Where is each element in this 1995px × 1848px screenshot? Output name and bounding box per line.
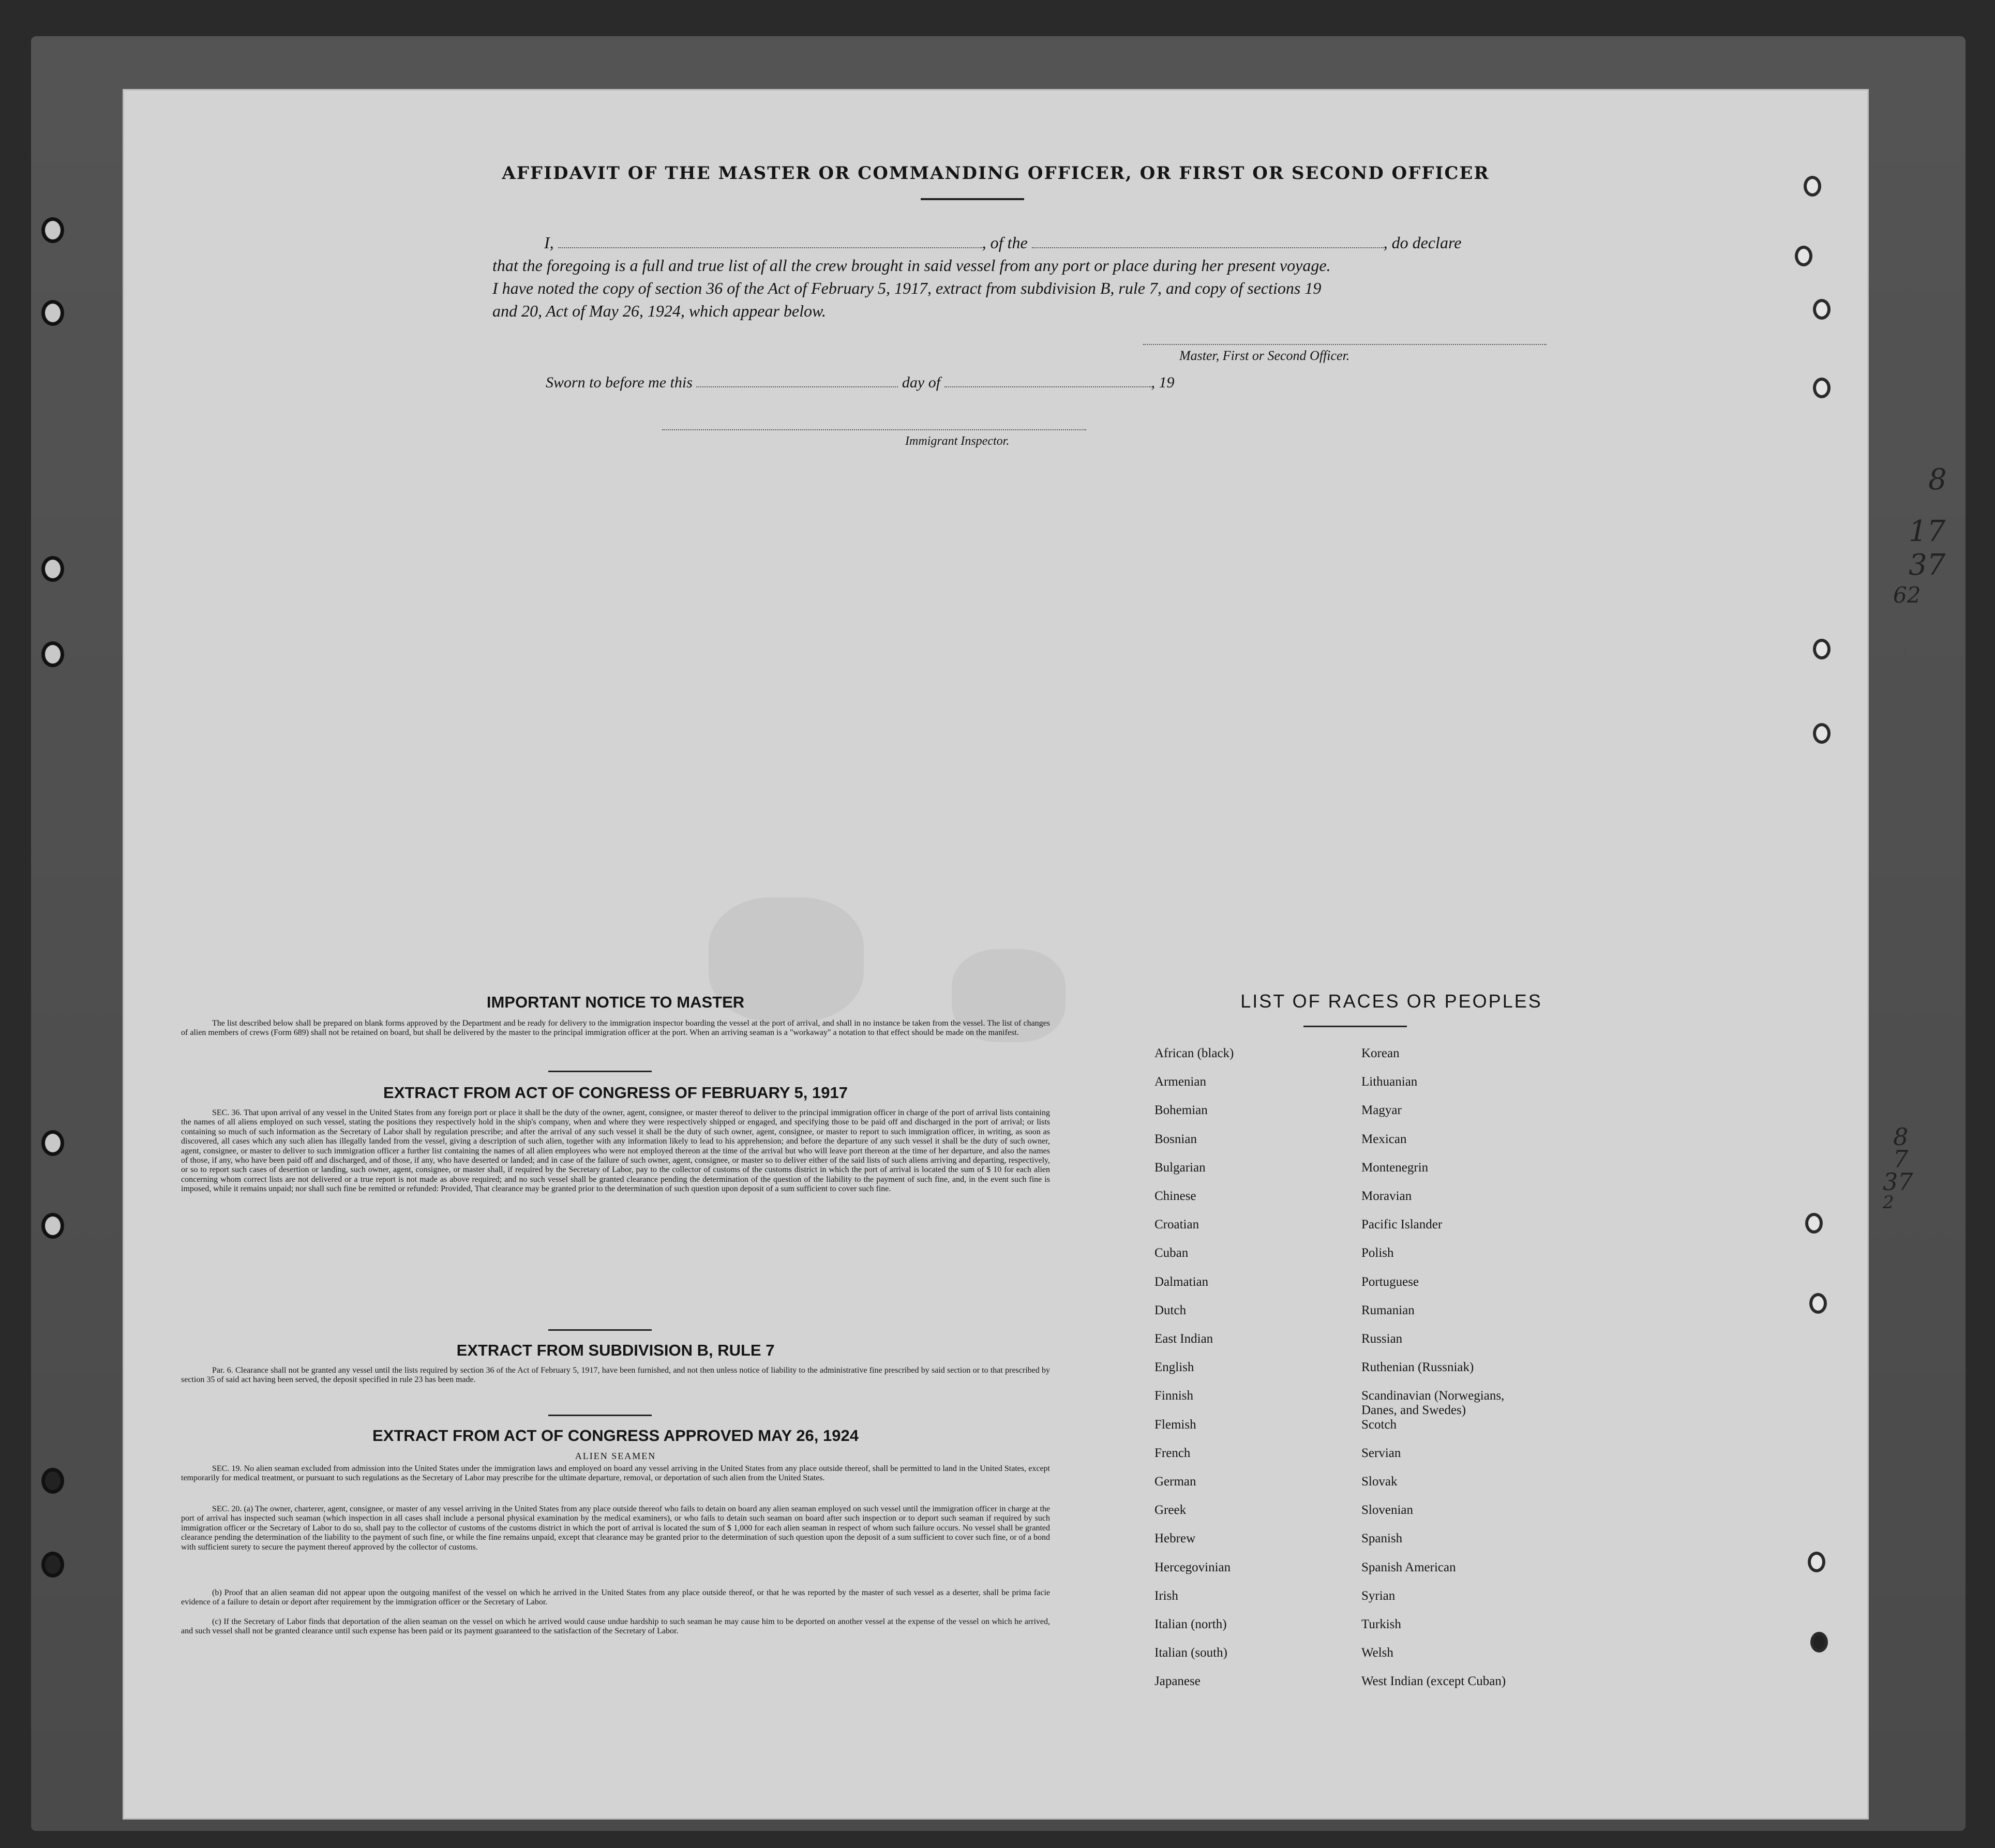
race-item: Magyar	[1361, 1103, 1402, 1118]
officer-name-field[interactable]	[558, 235, 982, 248]
sworn-line: Sworn to before me this day of , 19	[546, 374, 1175, 391]
race-item: Bohemian	[1154, 1103, 1208, 1118]
affidavit-text: I, , of the , do declare that the foregoing is a full and true list of all the crew brought in said vessel from any port or place during her present voyage. I have noted the copy of section 36 of the Act of February 5, 1917, extract from subdivision B, rule 7, and copy of sections 19 and 20, Act of May 26, 1924, which appear below.	[492, 231, 1454, 322]
race-item: English	[1154, 1360, 1194, 1375]
binder-hole-icon	[41, 1130, 64, 1156]
races-divider	[1303, 1026, 1407, 1027]
race-item: Syrian	[1361, 1588, 1396, 1603]
handwritten-number: 62	[1893, 582, 1921, 608]
race-item: Portuguese	[1361, 1274, 1419, 1289]
affidavit-line-3: I have noted the copy of section 36 of the Act of February 5, 1917, extract from subdivision B, rule 7, and copy of sections 19	[492, 279, 1322, 297]
race-item: Dutch	[1154, 1303, 1187, 1317]
extract-1924-sec20c: (c) If the Secretary of Labor finds that deportation of the alien seaman on the vessel on which he arrived would cause undue hardship to such seaman he may cause him to be deported on another vessel at the expense of the vessel on which he arrived, and such vessel shall not be granted clearance until such expense has been paid or its payment guaranteed to the satisfaction of the Secretary of Labor.	[181, 1617, 1050, 1636]
race-item: Welsh	[1361, 1646, 1393, 1660]
race-item: Greek	[1154, 1503, 1187, 1518]
race-item: Finnish	[1154, 1389, 1194, 1403]
binder-hole-icon	[1795, 246, 1812, 266]
binder-hole-icon	[41, 217, 64, 243]
handwritten-number: 2	[1883, 1192, 1894, 1213]
race-item: Bosnian	[1154, 1132, 1197, 1146]
rule7-title: EXTRACT FROM SUBDIVISION B, RULE 7	[456, 1341, 775, 1359]
binder-hole-icon	[41, 556, 64, 582]
race-item: Korean	[1361, 1046, 1400, 1060]
race-item: Slovak	[1361, 1475, 1398, 1489]
extract-1917-body: SEC. 36. That upon arrival of any vessel in the United States from any foreign port or place it shall be the duty of the owner, agent, consignee, or master thereof to deliver to the principal immigration officer in charge of the port of arrival lists containing the names of all aliens employed on such vessel, stating the positions they respectively hold in the ship's company, when and where they were respectively shipped or engaged, and specifying those to be paid off and discharged in the port of arrival; or lists containing so much of such information as the Secretary of Labor shall by regulation prescribe; and after the arrival of any such vessel it shall be the duty of such owner, agent, consignee, or master to report to such immigration officer, in writing, as soon as discovered, all cases which any such alien has illegally landed from the vessel, giving a description of such alien, together with any information likely to lead to his apprehension; and before the departure of any such vessel it shall be the duty of such owner, agent, consignee, or master to deliver to such immigration officer a further list containing the names of all alien employees who were not employed thereon at the time of the arrival but who will leave port thereon at the time of her departure, and also the names of those, if any, who have been paid off and discharged, and of those, if any, who have deserted or landed; and in case of the failure of such owner, agent, consignee, or master so to deliver either of the said lists of such aliens arriving and departing, respectively, or so to report such cases of desertion or landing, such owner, agent, consignee, or master shall, if required by the Secretary of Labor, pay to the collector of customs of the customs district in which the port of arrival is located the sum of $ 10 for each alien concerning whom correct lists are not delivered or a true report is not made as above required; and no such vessel shall be granted clearance pending the determination of the question of the liability to the payment of such fine, and, in the event such fine is imposed, while it remains unpaid; nor shall such fine be remitted or refunded: Provided, That clearance may be granted prior to the determination of such question upon deposit of a sum sufficient to cover such fine.	[181, 1108, 1050, 1194]
race-item: Turkish	[1361, 1617, 1401, 1631]
binder-hole-icon	[41, 1468, 64, 1494]
race-item: Flemish	[1154, 1417, 1196, 1432]
binder-hole-icon	[1805, 1213, 1823, 1234]
affidavit-line-4: and 20, Act of May 26, 1924, which appear below.	[492, 302, 826, 320]
race-item: Lithuanian	[1361, 1075, 1418, 1089]
affidavit-title: AFFIDAVIT OF THE MASTER OR COMMANDING OFFICER, OR FIRST OR SECOND OFFICER	[502, 163, 1490, 184]
extract-1924-sec20b: (b) Proof that an alien seaman did not appear upon the outgoing manifest of the vessel on which he arrived in the United States from any place outside thereof, or that he was reported by the master of such vessel as a deserter, shall be prima facie evidence of a failure to detain or deport after requirement by the immigration officer or the Secretary of Labor.	[181, 1588, 1050, 1607]
race-item: Croatian	[1154, 1218, 1199, 1232]
race-item: African (black)	[1154, 1046, 1234, 1060]
race-item: Irish	[1154, 1588, 1178, 1603]
binder-hole-icon	[41, 641, 64, 667]
race-item: Spanish	[1361, 1531, 1403, 1546]
race-item: Ruthenian (Russniak)	[1361, 1360, 1474, 1375]
affidavit-line-2: that the foregoing is a full and true list of all the crew brought in said vessel from any port or place during her present voyage.	[492, 256, 1331, 275]
sworn-date-field[interactable]	[696, 374, 898, 387]
notice-title: IMPORTANT NOTICE TO MASTER	[486, 993, 745, 1011]
rule7-divider	[548, 1415, 652, 1416]
binder-hole-icon	[1813, 378, 1831, 398]
extract-1917-title: EXTRACT FROM ACT OF CONGRESS OF FEBRUARY 5, 1917	[383, 1084, 848, 1102]
race-item: West Indian (except Cuban)	[1361, 1674, 1506, 1689]
handwritten-number: 8	[1893, 1123, 1909, 1151]
binder-hole-icon	[41, 300, 64, 326]
extract-1924-subtitle: ALIEN SEAMEN	[575, 1451, 656, 1461]
handwritten-number: 8	[1928, 463, 1947, 497]
race-item: Cuban	[1154, 1246, 1189, 1260]
race-item: Servian	[1361, 1446, 1401, 1460]
race-item: German	[1154, 1475, 1196, 1489]
binder-hole-icon	[1809, 1293, 1827, 1314]
master-caption: Master, First or Second Officer.	[1179, 348, 1350, 363]
master-signature-line[interactable]	[1143, 344, 1547, 345]
race-item: Japanese	[1154, 1674, 1201, 1689]
extract-1924-sec20a: SEC. 20. (a) The owner, charterer, agent, consignee, or master of any vessel arriving in the United States from any place outside thereof who fails to detain on board any alien seaman employed on such vessel until the immigration officer in charge at the port of arrival has inspected such seaman (which inspection in all cases shall include a personal physical examination by the medical examiners), or who fails to detain such seaman on board after such inspection or to deport such seaman if required by such immigration officer or the Secretary of Labor to do so, shall pay to the collector of customs of the customs district in which the port of arrival is located the sum of $ 1,000 for each alien seaman in respect of whom such failure occurs. No vessel shall be granted clearance pending the determination of the liability to the payment of such fine, or while the fine remains unpaid, except that clearance may be granted prior to the determination of such question upon the deposit of a sum sufficient to cover such fine, or of a bond with sufficient surety to secure the payment thereof approved by the collector of customs.	[181, 1505, 1050, 1552]
extract-1917-divider	[548, 1329, 652, 1331]
binder-hole-icon	[1810, 1632, 1828, 1652]
race-item: Chinese	[1154, 1189, 1196, 1203]
race-item: Armenian	[1154, 1075, 1206, 1089]
binder-hole-icon	[1813, 723, 1831, 744]
race-item: French	[1154, 1446, 1191, 1460]
handwritten-number: 37	[1909, 548, 1946, 582]
race-item: Bulgarian	[1154, 1160, 1206, 1175]
race-item: Pacific Islander	[1361, 1218, 1443, 1232]
race-item: Italian (north)	[1154, 1617, 1227, 1631]
races-title: LIST OF RACES OR PEOPLES	[1240, 990, 1542, 1012]
binder-hole-icon	[41, 1552, 64, 1577]
race-item: Rumanian	[1361, 1303, 1415, 1317]
notice-body: The list described below shall be prepared on blank forms approved by the Department and be ready for delivery to the immigration inspector boarding the vessel at the port of arrival, and shall in no instance be taken from the vessel. The list of changes of alien members of crews (Form 689) shall not be retained on board, but shall be delivered by the master to the principal immigration officer at the port. When an arriving seaman is a "workaway" a notation to that effect should be made on the manifest.	[181, 1019, 1050, 1038]
extract-1924-sec19: SEC. 19. No alien seaman excluded from admission into the United States under the immigration laws and employed on board any vessel arriving in the United States from any place outside thereof, shall be permitted to land in the United States, except temporarily for medical treatment, or pursuant to such regulations as the Secretary of Labor may prescribe for the ultimate departure, removal, or deportation of such alien from the United States.	[181, 1464, 1050, 1483]
race-item: Dalmatian	[1154, 1274, 1209, 1289]
title-divider	[921, 198, 1024, 200]
race-item: Moravian	[1361, 1189, 1412, 1203]
race-item: Montenegrin	[1361, 1160, 1429, 1175]
race-item: Hebrew	[1154, 1531, 1196, 1546]
binder-hole-icon	[1813, 299, 1831, 320]
manifest-page	[124, 91, 1867, 1818]
race-item: Spanish American	[1361, 1560, 1456, 1574]
race-item: Scandinavian (Norwegians, Danes, and Swedes)	[1361, 1389, 1505, 1418]
race-item: Mexican	[1361, 1132, 1407, 1146]
race-item: Italian (south)	[1154, 1646, 1227, 1660]
race-item: East Indian	[1154, 1332, 1213, 1346]
binder-hole-icon	[1813, 639, 1831, 659]
binder-hole-icon	[1804, 176, 1821, 197]
race-item: Hercegovinian	[1154, 1560, 1231, 1574]
binder-hole-icon	[1808, 1552, 1825, 1572]
notice-divider	[548, 1071, 652, 1072]
inspector-caption: Immigrant Inspector.	[905, 434, 1010, 448]
binder-hole-icon	[41, 1213, 64, 1239]
handwritten-number: 17	[1909, 515, 1946, 548]
race-item: Russian	[1361, 1332, 1403, 1346]
inspector-signature-line[interactable]	[662, 429, 1086, 430]
rule7-body: Par. 6. Clearance shall not be granted any vessel until the lists required by section 36 of the Act of February 5, 1917, have been furnished, and not then unless notice of liability to the administrative fine prescribed by said section or to that prescribed by section 35 of said act having been served, the deposit specified in rule 23 has been made.	[181, 1366, 1050, 1385]
handwritten-number: 7	[1893, 1145, 1909, 1173]
sworn-month-field[interactable]	[944, 374, 1151, 387]
race-item: Polish	[1361, 1246, 1394, 1260]
extract-1924-title: EXTRACT FROM ACT OF CONGRESS APPROVED MAY 26, 1924	[372, 1426, 859, 1445]
race-item: Scotch	[1361, 1417, 1397, 1432]
handwritten-number: 37	[1883, 1168, 1913, 1196]
race-item: Slovenian	[1361, 1503, 1413, 1518]
vessel-name-field[interactable]	[1032, 235, 1384, 248]
